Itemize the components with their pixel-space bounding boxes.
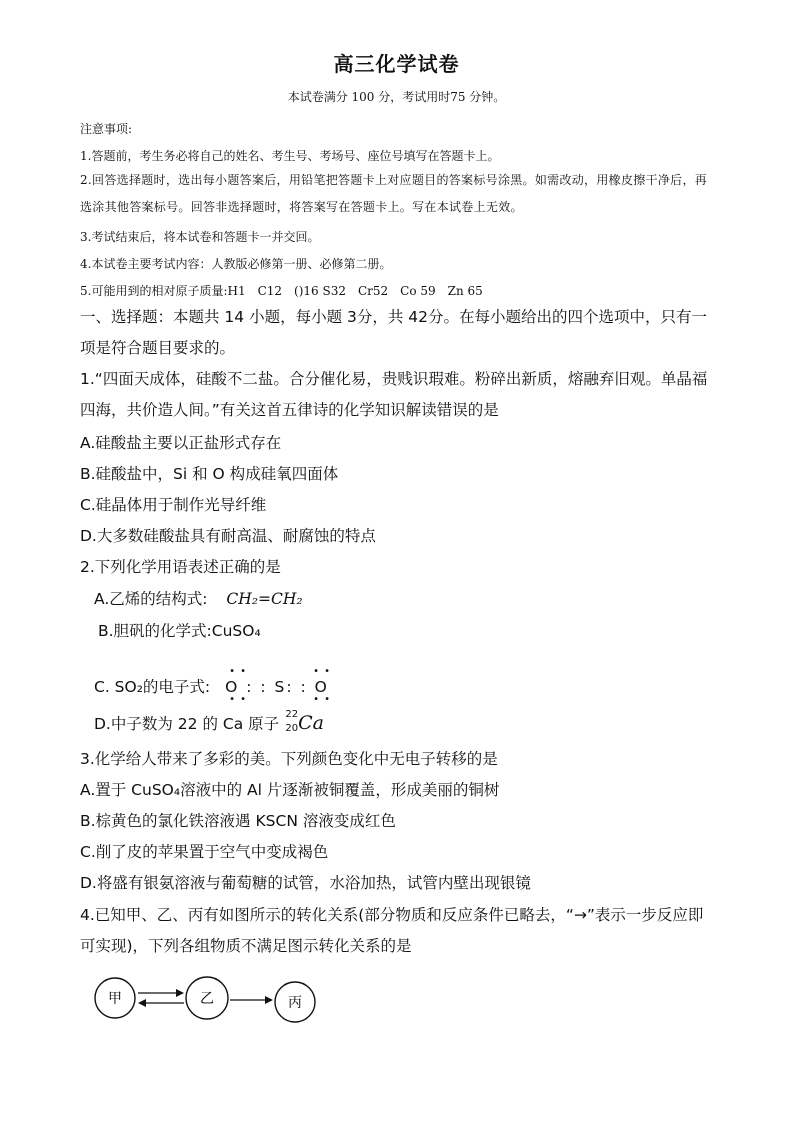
ethylene-formula: CH₂=CH₂: [226, 590, 303, 608]
note-item: 1.答题前，考生务必将自己的姓名、考生号、考场号、座位号填写在答题卡上。: [80, 149, 500, 163]
question-4-stem: 4.已知甲、乙、丙有如图所示的转化关系(部分物质和反应条件已略去，“→”表示一步反应即可实现)，下列各组物质不满足图示转化关系的是: [80, 906, 704, 955]
so2-electron-formula: • • • • • • • • O : : S: : O: [225, 666, 332, 705]
q3-option-a: A.置于 CuSO₄溶液中的 Al 片逐渐被铜覆盖，形成美丽的铜树: [80, 781, 500, 799]
q2-option-c-label: C. SO₂的电子式:: [94, 678, 211, 696]
q2-option-b: B.胆矾的化学式:CuSO₄: [98, 622, 261, 640]
conversion-diagram: [80, 968, 330, 1038]
q2-option-d: [94, 708, 324, 735]
atomic-number: 20: [285, 722, 299, 734]
page-title: 高三化学试卷: [333, 52, 460, 76]
q2-option-a: [94, 587, 303, 609]
element-symbol: Ca: [298, 712, 324, 734]
arrowhead-yi-to-jia: [138, 999, 146, 1007]
q2-option-c: [94, 666, 332, 705]
section-heading: 一、选择题：本题共 14 小题，每小题 3分，共 42分。在每小题给出的四个选项中，只有一项是符合题目要求的。: [80, 308, 708, 357]
question-1-stem: 1.“四面天成体，硅酸不二盐。合分催化易，贵贱识瑕难。粉碎出新质，熔融弃旧观。单晶福四海，共价造人间。”有关这首五律诗的化学知识解读错误的是: [80, 370, 708, 419]
q3-option-c: C.削了皮的苹果置于空气中变成褐色: [80, 843, 329, 861]
mass-number: 22: [285, 708, 299, 720]
notes-heading: 注意事项:: [80, 122, 133, 136]
exam-info: 本试卷满分 100 分，考试用时75 分钟。: [287, 90, 506, 104]
note-item: 5.可能用到的相对原子质量:H1 C12 ()16 S32 Cr52 Co 59 Zn 65: [80, 284, 483, 298]
node-yi-label: 乙: [200, 991, 214, 1007]
lone-pair-dots-right: • •: [313, 666, 332, 677]
lone-pair-dots-left-bottom: • •: [229, 694, 248, 705]
note-item: 3.考试结束后，将本试卷和答题卡一并交回。: [80, 230, 320, 244]
lone-pair-dots-left: • •: [229, 666, 248, 677]
q1-option-c: C.硅晶体用于制作光导纤维: [80, 496, 267, 514]
note-item: 4.本试卷主要考试内容：人教版必修第一册、必修第二册。: [80, 257, 392, 271]
question-3-stem: 3.化学给人带来了多彩的美。下列颜色变化中无电子转移的是: [80, 750, 498, 768]
lone-pair-dots-right-bottom: • •: [313, 694, 332, 705]
q2-option-a-label: A.乙烯的结构式:: [94, 590, 208, 608]
arrowhead-yi-to-bing: [265, 996, 273, 1004]
node-jia-label: 甲: [108, 991, 122, 1007]
q1-option-d: D.大多数硅酸盐具有耐高温、耐腐蚀的特点: [80, 527, 376, 545]
q1-option-b: B.硅酸盐中，Si 和 O 构成硅氧四面体: [80, 465, 339, 483]
note-item: 2.回答选择题时，选出每小题答案后，用铅笔把答题卡上对应题目的答案标号涂黑。如需改动，用橡皮擦干净后，再选涂其他答案标号。回答非选择题时，将答案写在答题卡上。写在本试卷上无效。: [80, 173, 708, 214]
nuclide-indices: [284, 708, 299, 735]
q1-option-a: A.硅酸盐主要以正盐形式存在: [80, 434, 282, 452]
arrowhead-jia-to-yi: [176, 989, 184, 997]
q3-option-b: B.棕黄色的氯化铁溶液遇 KSCN 溶液变成红色: [80, 812, 396, 830]
question-2-stem: 2.下列化学用语表述正确的是: [80, 558, 281, 576]
node-bing-label: 丙: [288, 995, 302, 1011]
q2-option-d-label: D.中子数为 22 的 Ca 原子: [94, 715, 280, 733]
q3-option-d: D.将盛有银氨溶液与葡萄糖的试管，水浴加热，试管内壁出现银镜: [80, 874, 531, 892]
